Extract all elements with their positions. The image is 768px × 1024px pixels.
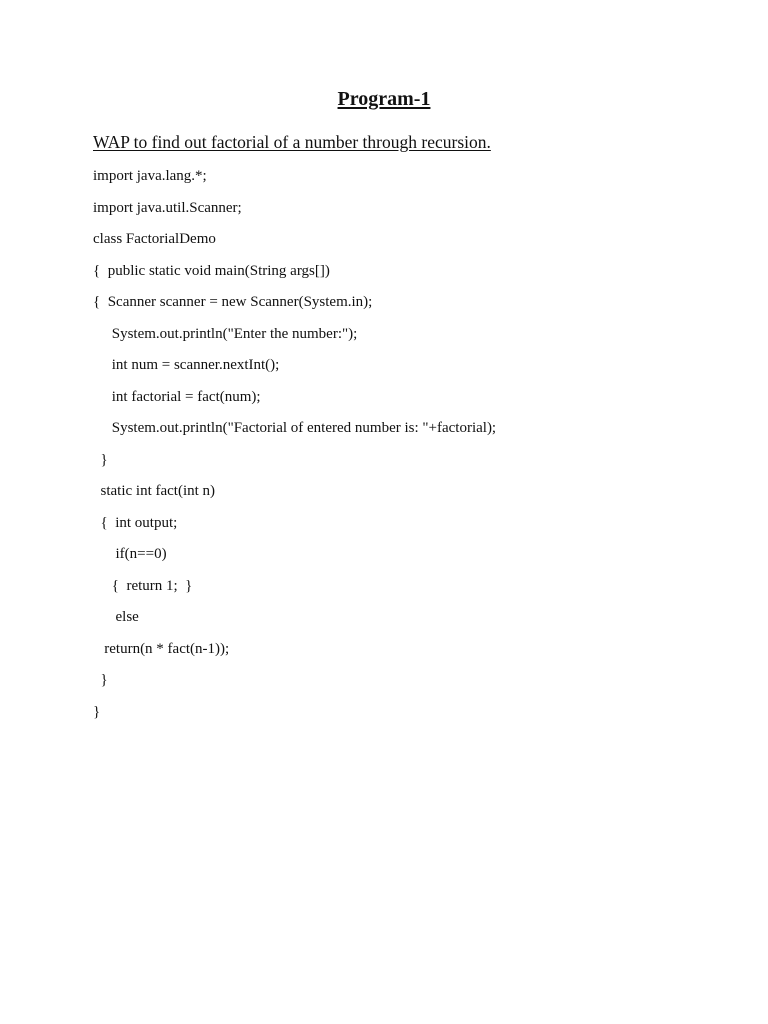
code-line: else [93,609,139,625]
code-line: return(n * fact(n-1)); [93,640,230,657]
code-line: import java.lang.*; [93,168,207,184]
code-line: if(n==0) [93,546,167,562]
page-title: Program-1 [337,88,431,110]
code-line: { int output; [93,514,178,531]
code-line: int factorial = fact(num); [93,388,261,405]
program-description: WAP to find out factorial of a number through recursion. [93,132,491,152]
code-line: static int fact(int n) [93,483,216,499]
code-line: int num = scanner.nextInt(); [93,357,280,373]
code-line: } [93,672,108,688]
code-listing [93,165,496,732]
code-line: } [93,451,108,468]
code-line: { public static void main(String args[]) [93,262,330,279]
code-line: class FactorialDemo [93,231,216,247]
code-line: System.out.println("Factorial of entered number is: "+factorial); [93,420,497,436]
code-line: { Scanner scanner = new Scanner(System.in); [93,294,373,310]
code-line: import java.util.Scanner; [93,199,242,216]
code-line: System.out.println("Enter the number:"); [93,325,358,342]
code-line: } [93,703,101,720]
code-line: { return 1; } [93,577,193,594]
